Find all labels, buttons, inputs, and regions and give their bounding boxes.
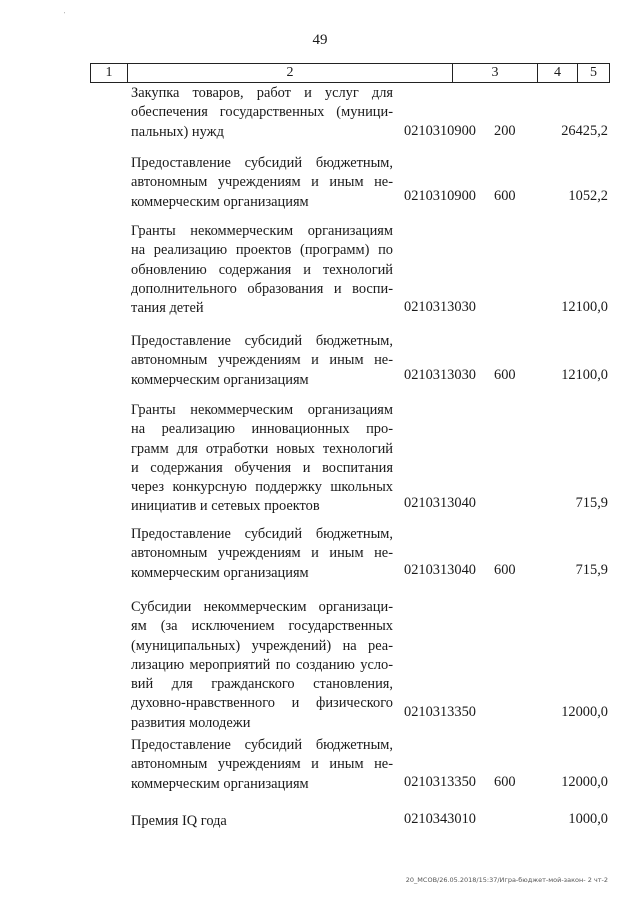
row-amount: 715,9 [575,495,608,511]
row-code: 0210313350 [404,704,476,720]
row-code: 0210313350 [404,774,476,790]
row-description: Субсидии некоммерческим организаци- ям (за исключением государственных (муниципальных) учреждений) на реа- лизацию мероприятий по созданию усло- вий для гражданского становления, духовно-нравственного и физического развития молодежи [131,599,393,731]
row-type: 600 [494,774,516,790]
row-code: 0210313040 [404,495,476,511]
row-type: 200 [494,123,516,139]
corner-mark: ' [64,12,66,18]
row-code: 0210313030 [404,299,476,315]
row-amount: 1000,0 [568,811,608,827]
row-description: Предоставление субсидий бюджетным, автономным учреждениям и иным не- коммерческим организациям [131,333,393,388]
row-amount: 26425,2 [561,123,608,139]
row-code: 0210343010 [404,811,476,827]
row-description: Гранты некоммерческим организациям на реализацию проектов (программ) по обновлению содержания и технологий дополнительного образования и воспи- тания детей [131,223,393,317]
row-code: 0210310900 [404,188,476,204]
row-amount: 12000,0 [561,774,608,790]
table-header-row [90,63,610,83]
row-code: 0210313030 [404,367,476,383]
row-description: Премия IQ года [131,813,227,829]
row-description: Предоставление субсидий бюджетным, автономным учреждениям и иным не- коммерческим организациям [131,526,393,581]
row-description: Предоставление субсидий бюджетным, автономным учреждениям и иным не- коммерческим организациям [131,155,393,210]
row-amount: 715,9 [575,562,608,578]
row-amount: 1052,2 [568,188,608,204]
column-header-1: 1 [91,64,128,82]
row-description: Закупка товаров, работ и услуг для обеспечения государственных (муници- пальных) нужд [131,85,393,140]
row-amount: 12100,0 [561,299,608,315]
row-amount: 12000,0 [561,704,608,720]
column-header-3: 3 [453,64,538,82]
page-number: 49 [312,32,328,48]
row-type: 600 [494,367,516,383]
row-code: 0210313040 [404,562,476,578]
row-type: 600 [494,188,516,204]
footer-note: 20_МСОВ/26.05.2018/15:37/Игра-бюджет-мой-закон- 2 чт-2 [405,876,608,884]
column-header-5: 5 [590,65,597,80]
row-amount: 12100,0 [561,367,608,383]
row-type: 600 [494,562,516,578]
row-description: Гранты некоммерческим организациям на реализацию инновационных про- грамм для отработки новых технологий и содержания обучения и воспитания через конкурсную поддержку школьных инициатив и сетевых проектов [131,402,393,515]
row-description: Предоставление субсидий бюджетным, автономным учреждениям и иным не- коммерческим организациям [131,737,393,792]
column-header-4: 4 [538,64,578,82]
column-header-2: 2 [128,64,453,82]
row-code: 0210310900 [404,123,476,139]
